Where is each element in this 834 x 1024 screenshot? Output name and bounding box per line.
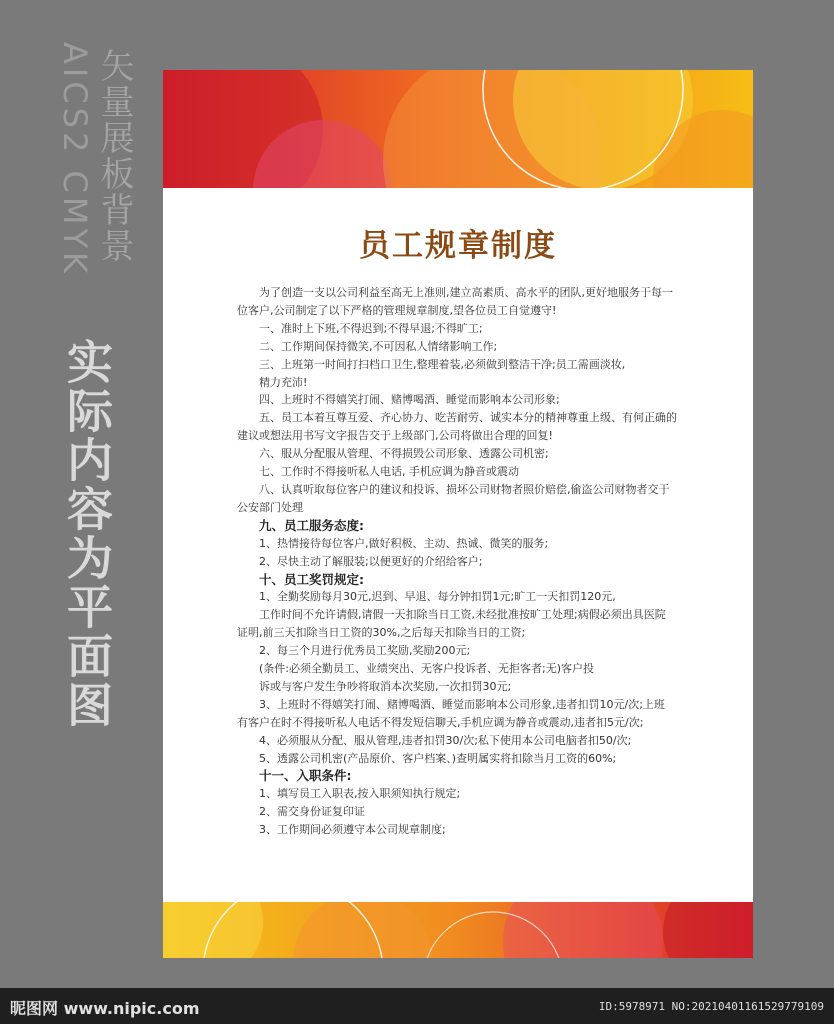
bottom-gradient-art bbox=[163, 902, 753, 958]
rule-line: 五、员工本着互尊互爱、齐心协力、吃苦耐劳、诚实本分的精神尊重上级、有何正确的 bbox=[259, 411, 677, 425]
rule-line: 八、认真听取每位客户的建议和投诉、损坏公司财物者照价赔偿,偷盗公司财物者交于 bbox=[259, 482, 670, 496]
rule-line: 一、准时上下班,不得迟到;不得早退;不得旷工; bbox=[259, 321, 483, 335]
rule-line: 二、工作期间保持微笑,不可因私人情绪影响工作; bbox=[259, 339, 498, 353]
image-id: ID:5978971 NO:20210401161529779109 bbox=[598, 1000, 824, 1013]
rule-line: 2、尽快主动了解服装;以便更好的介绍给客户; bbox=[259, 554, 483, 568]
rule-line: (条件:必须全勤员工、业绩突出、无客户投诉者、无拒客者;无)客户投 bbox=[259, 662, 594, 676]
rule-line: 建议或想法用书写文字报告交于上级部门,公司将做出合理的回复! bbox=[237, 429, 553, 443]
rule-line: 1、热情接待每位客户,做好积极、主动、热诚、微笑的服务; bbox=[259, 536, 549, 550]
rule-line: 诉或与客户发生争吵将取消本次奖励,一次扣罚30元; bbox=[259, 679, 512, 693]
section-heading: 十、员工奖罚规定: bbox=[259, 571, 364, 587]
rule-line: 1、全勤奖励每月30元,迟到、早退、每分钟扣罚1元;旷工一天扣罚120元, bbox=[259, 590, 616, 604]
section-heading: 十一、入职条件: bbox=[259, 768, 352, 784]
side-note: 实际内容为平面图 bbox=[60, 338, 114, 730]
section-heading: 九、员工服务态度: bbox=[259, 517, 364, 533]
rule-line: 2、每三个月进行优秀员工奖励,奖励200元; bbox=[259, 644, 471, 658]
rule-line: 精力充沛! bbox=[259, 375, 308, 389]
rule-line: 2、需交身份证复印证 bbox=[259, 805, 365, 819]
rule-line: 证明,前三天扣除当日工资的30%,之后每天扣除当日的工资; bbox=[237, 626, 526, 640]
rule-line: 工作时间不允许请假,请假一天扣除当日工资,未经批准按旷工处理;病假必须出具医院 bbox=[259, 608, 666, 622]
rule-line: 有客户在时不得接听私人电话不得发短信聊天,手机应调为静音或震动,违者扣5元/次; bbox=[237, 715, 644, 729]
rule-line: 4、必须服从分配、服从管理,违者扣罚30/次;私下使用本公司电脑者扣50/次; bbox=[259, 733, 632, 747]
rule-line: 1、填写员工入职表,按入职须知执行规定; bbox=[259, 787, 461, 801]
top-decor-band bbox=[163, 70, 753, 188]
rule-line: 5、透露公司机密(产品原价、客户档案、)查明属实将扣除当月工资的60%; bbox=[259, 751, 617, 765]
rule-line: 3、工作期间必须遵守本公司规章制度; bbox=[259, 823, 446, 837]
rule-line: 为了创造一支以公司利益至高无上准则,建立高素质、高水平的团队,更好地服务于每一 bbox=[259, 286, 673, 299]
poster bbox=[163, 70, 753, 958]
rule-line: 三、上班第一时间打扫档口卫生,整理着装,必须做到整洁干净;员工需画淡妆, bbox=[259, 357, 626, 371]
site-logo: 昵图网 www.nipic.com bbox=[10, 999, 200, 1018]
rule-line: 四、上班时不得嬉笑打闹、赌博喝酒、睡觉而影响本公司形象; bbox=[259, 393, 560, 407]
site-footer bbox=[0, 988, 834, 1024]
rule-line: 位客户,公司制定了以下严格的管理规章制度,望各位员工自觉遵守! bbox=[237, 303, 557, 317]
rule-line: 六、服从分配服从管理、不得损毁公司形象、透露公司机密; bbox=[259, 447, 549, 461]
side-watermark-en: AICS2 CMYK bbox=[56, 42, 94, 277]
page-title: 员工规章制度 bbox=[359, 228, 557, 264]
rules-text bbox=[237, 284, 693, 839]
top-gradient-art bbox=[163, 70, 753, 188]
rule-line: 3、上班时不得嬉笑打闹、赌博喝酒、睡觉而影响本公司形象,违者扣罚10元/次;上班 bbox=[259, 697, 665, 711]
rule-line: 公安部门处理 bbox=[237, 500, 303, 514]
bottom-decor-band bbox=[163, 902, 753, 958]
side-watermark-cn: 矢量展板背景 bbox=[94, 48, 134, 264]
rule-line: 七、工作时不得接听私人电话, 手机应调为静音或震动 bbox=[259, 465, 519, 479]
